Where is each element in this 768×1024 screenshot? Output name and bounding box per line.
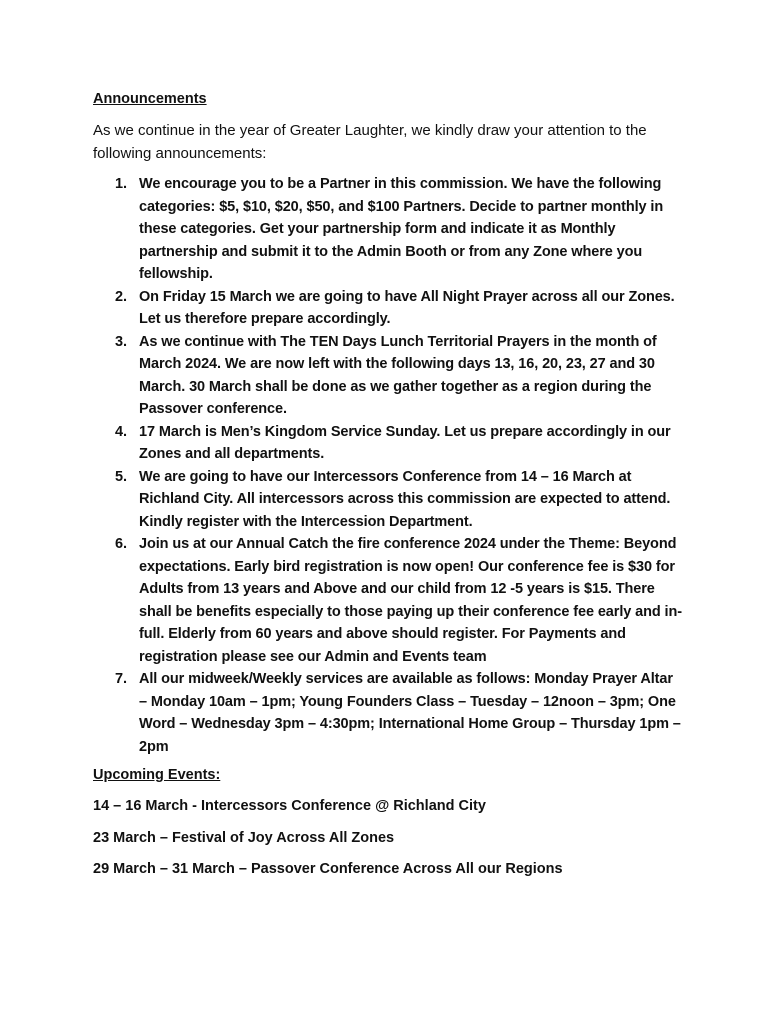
list-item <box>93 466 683 534</box>
list-item <box>93 421 683 466</box>
list-item <box>93 533 683 668</box>
list-item-number: 1. <box>115 176 127 192</box>
announcements-heading: Announcements <box>93 91 207 107</box>
event-line: 23 March – Festival of Joy Across All Zones <box>93 829 395 846</box>
list-item-number: 3. <box>115 333 127 350</box>
list-item-number: 6. <box>115 536 127 552</box>
list-item-text: 17 March is Men’s Kingdom Service Sunday. Let us prepare accordingly in our Zones and all departments. <box>139 423 671 462</box>
list-item-number: 4. <box>115 423 127 440</box>
list-item <box>93 286 683 331</box>
list-item-text: On Friday 15 March we are going to have All Night Prayer across all our Zones. Let us therefore prepare accordingly. <box>139 288 675 327</box>
list-item-text: We are going to have our Intercessors Conference from 14 – 16 March at Richland City. All intercessors across this commission are expected to attend. Kindly register with the Intercession Department. <box>139 468 671 530</box>
list-item-number: 5. <box>115 468 127 485</box>
list-item <box>93 331 683 421</box>
list-item-text: As we continue with The TEN Days Lunch Territorial Prayers in the month of March 2024. We are now left with the following days 13, 16, 20, 23, 27 and 30 March. 30 March shall be done as we gather together as a region during the Passover conference. <box>139 333 657 417</box>
announcements-list <box>93 173 683 758</box>
list-item <box>93 668 683 758</box>
document-page <box>93 88 683 890</box>
list-item-number: 2. <box>115 288 127 305</box>
intro-paragraph: As we continue in the year of Greater Laughter, we kindly draw your attention to the following announcements: <box>93 122 647 162</box>
upcoming-events-heading: Upcoming Events: <box>93 767 221 783</box>
list-item-text: All our midweek/Weekly services are available as follows: Monday Prayer Altar – Monday 10am – 1pm; Young Founders Class – Tuesday – 12noon – 3pm; One Word – Wednesday 3pm – 4:30pm; International Home Group – Thursday 1pm – 2pm <box>139 671 681 755</box>
list-item <box>93 173 683 286</box>
list-item-number: 7. <box>115 671 127 687</box>
list-item-text: We encourage you to be a Partner in this commission. We have the following categories: $5, $10, $20, $50, and $100 Partners. Decide to partner monthly in these categories. Get your partnership form and indicate it as Monthly partnership and submit it to the Admin Booth or from any Zone where you fellowship. <box>139 176 664 282</box>
event-line: 29 March – 31 March – Passover Conference Across All our Regions <box>93 861 563 877</box>
event-line: 14 – 16 March - Intercessors Conference @ Richland City <box>93 798 486 814</box>
list-item-text: Join us at our Annual Catch the fire conference 2024 under the Theme: Beyond expectations. Early bird registration is now open! Our conference fee is $30 for Adults from 13 years and Above and our child from 12 -5 years is $15. There shall be benefits especially to those paying up their conference fee early and in-full. Elderly from 60 years and above should register. For Payments and registration please see our Admin and Events team <box>139 536 682 665</box>
